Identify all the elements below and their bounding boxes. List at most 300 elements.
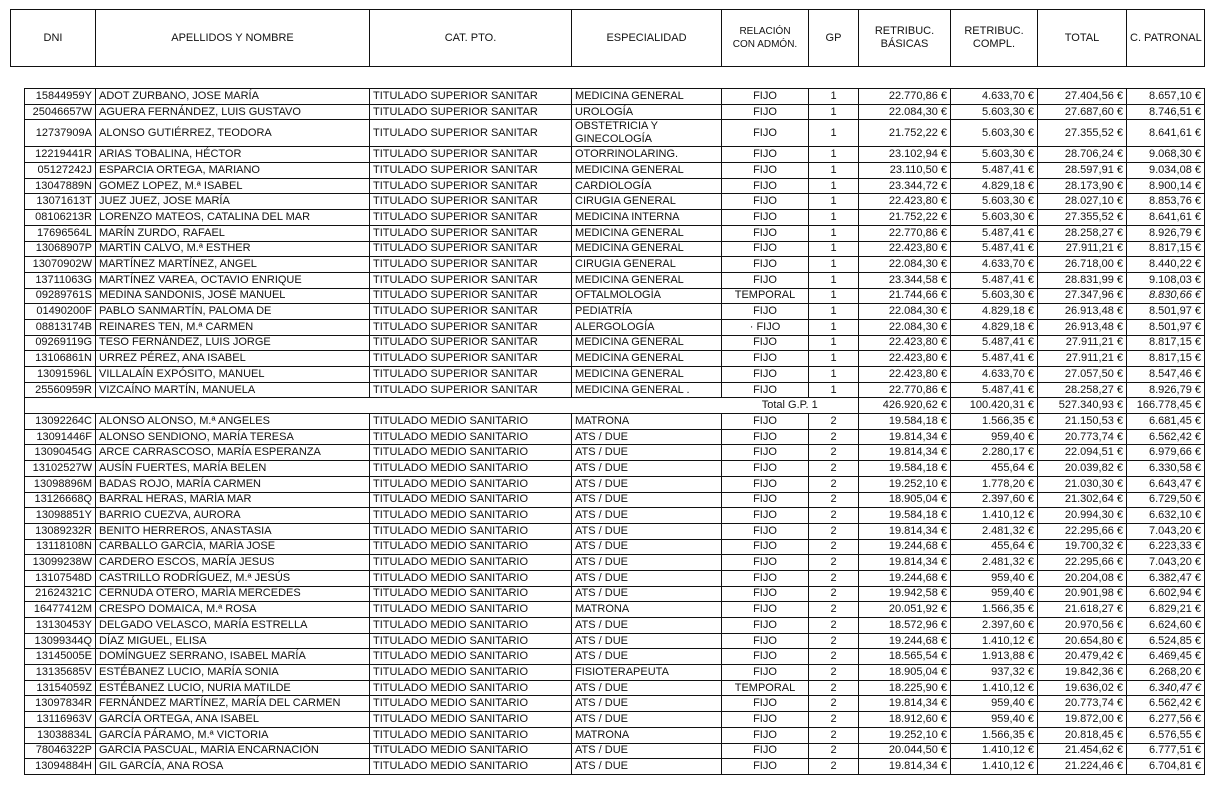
cell-nombre: ESTÉBANEZ LUCIO, MARÍA SONIA xyxy=(96,665,370,681)
cell-compl: 5.603,30 € xyxy=(951,288,1038,304)
table-row xyxy=(25,570,1205,586)
cell-basicas: 21.752,22 € xyxy=(859,210,951,226)
cell-especialidad: PEDIATRÍA xyxy=(572,304,722,320)
cell-gp: 2 xyxy=(809,665,859,681)
cell-basicas: 20.044,50 € xyxy=(859,743,951,759)
cell-nombre: ARIAS TOBALINA, HÉCTOR xyxy=(96,147,370,163)
cell-compl: 4.633,70 € xyxy=(951,257,1038,273)
table-row xyxy=(25,696,1205,712)
cell-dni: 13107548D xyxy=(25,570,96,586)
cell-relacion: FIJO xyxy=(722,351,809,367)
cell-relacion: FIJO xyxy=(722,665,809,681)
cell-relacion: TEMPORAL xyxy=(722,680,809,696)
cell-total: 28.258,27 € xyxy=(1038,382,1127,398)
cell-compl: 959,40 € xyxy=(951,570,1038,586)
cell-basicas: 19.244,68 € xyxy=(859,570,951,586)
cell-cat: TITULADO MEDIO SANITARIO xyxy=(370,523,572,539)
table-row xyxy=(25,225,1205,241)
table-row xyxy=(25,429,1205,445)
cell-nombre: MARÍN ZURDO, RAFAEL xyxy=(96,225,370,241)
cell-gp: 1 xyxy=(809,304,859,320)
cell-patronal: 6.729,50 € xyxy=(1127,492,1205,508)
cell-total: 27.404,56 € xyxy=(1038,89,1127,105)
cell-patronal: 8.501,97 € xyxy=(1127,319,1205,335)
cell-gp: 2 xyxy=(809,445,859,461)
cell-total: 22.295,66 € xyxy=(1038,555,1127,571)
cell-dni: 25560959R xyxy=(25,382,96,398)
cell-relacion: FIJO xyxy=(722,539,809,555)
cell-dni: 17696564L xyxy=(25,225,96,241)
cell-compl: 959,40 € xyxy=(951,712,1038,728)
table-row xyxy=(25,210,1205,226)
cell-total: 21.224,46 € xyxy=(1038,759,1127,775)
cell-basicas: 19.252,10 € xyxy=(859,727,951,743)
cell-basicas: 23.344,72 € xyxy=(859,178,951,194)
cell-relacion: FIJO xyxy=(722,492,809,508)
cell-compl: 5.487,41 € xyxy=(951,272,1038,288)
cell-total: 27.911,21 € xyxy=(1038,351,1127,367)
cell-gp: 2 xyxy=(809,570,859,586)
cell-nombre: JUEZ JUEZ, JOSE MARÍA xyxy=(96,194,370,210)
header-dni: DNI xyxy=(11,10,96,67)
cell-patronal: 6.277,56 € xyxy=(1127,712,1205,728)
cell-basicas: 21.744,66 € xyxy=(859,288,951,304)
cell-relacion: FIJO xyxy=(722,414,809,430)
cell-especialidad: ATS / DUE xyxy=(572,508,722,524)
cell-cat: TITULADO SUPERIOR SANITAR xyxy=(370,89,572,105)
header-especialidad: ESPECIALIDAD xyxy=(572,10,722,67)
cell-dni: 09269119G xyxy=(25,335,96,351)
cell-basicas: 19.244,68 € xyxy=(859,633,951,649)
cell-patronal: 9.034,08 € xyxy=(1127,163,1205,179)
cell-gp: 1 xyxy=(809,382,859,398)
cell-cat: TITULADO SUPERIOR SANITAR xyxy=(370,304,572,320)
table-row xyxy=(25,178,1205,194)
cell-dni: 12219441R xyxy=(25,147,96,163)
cell-nombre: PABLO SANMARTÍN, PALOMA DE xyxy=(96,304,370,320)
cell-basicas: 18.565,54 € xyxy=(859,649,951,665)
cell-compl: 1.410,12 € xyxy=(951,743,1038,759)
cell-especialidad: MEDICINA GENERAL xyxy=(572,163,722,179)
cell-basicas: 19.814,34 € xyxy=(859,759,951,775)
table-row xyxy=(25,759,1205,775)
cell-dni: 05127242J xyxy=(25,163,96,179)
cell-total: 21.150,53 € xyxy=(1038,414,1127,430)
cell-gp: 2 xyxy=(809,414,859,430)
cell-dni: 13091446F xyxy=(25,429,96,445)
cell-total: 20.818,45 € xyxy=(1038,727,1127,743)
cell-dni: 13106861N xyxy=(25,351,96,367)
cell-basicas: 18.905,04 € xyxy=(859,492,951,508)
cell-basicas: 19.814,34 € xyxy=(859,429,951,445)
cell-cat: TITULADO MEDIO SANITARIO xyxy=(370,508,572,524)
table-row xyxy=(25,555,1205,571)
table-row xyxy=(25,272,1205,288)
cell-dni: 13099344Q xyxy=(25,633,96,649)
cell-cat: TITULADO MEDIO SANITARIO xyxy=(370,429,572,445)
cell-basicas: 22.770,86 € xyxy=(859,89,951,105)
cell-compl: 959,40 € xyxy=(951,429,1038,445)
cell-especialidad: MEDICINA INTERNA xyxy=(572,210,722,226)
cell-gp: 2 xyxy=(809,476,859,492)
cell-relacion: FIJO xyxy=(722,712,809,728)
cell-nombre: URREZ PÉREZ, ANA ISABEL xyxy=(96,351,370,367)
cell-especialidad: MATRONA xyxy=(572,602,722,618)
header-patronal: C. PATRONAL xyxy=(1127,10,1205,67)
cell-nombre: DOMÍNGUEZ SERRANO, ISABEL MARÍA xyxy=(96,649,370,665)
cell-total: 20.901,98 € xyxy=(1038,586,1127,602)
cell-dni: 13038834L xyxy=(25,727,96,743)
cell-relacion: FIJO xyxy=(722,570,809,586)
cell-gp: 2 xyxy=(809,523,859,539)
total-row-gp1 xyxy=(25,398,1205,414)
cell-especialidad: OFTALMOLOGÍA xyxy=(572,288,722,304)
cell-relacion: FIJO xyxy=(722,89,809,105)
header-compl: RETRIBUC. COMPL. xyxy=(951,10,1038,67)
cell-gp: 1 xyxy=(809,163,859,179)
table-row xyxy=(25,586,1205,602)
cell-nombre: ALONSO GUTIÉRREZ, TEODORA xyxy=(96,120,370,147)
cell-compl: 959,40 € xyxy=(951,586,1038,602)
total-label: Total G.P. 1 xyxy=(722,398,859,414)
cell-patronal: 6.576,55 € xyxy=(1127,727,1205,743)
table-row xyxy=(25,319,1205,335)
cell-gp: 2 xyxy=(809,759,859,775)
cell-basicas: 18.225,90 € xyxy=(859,680,951,696)
cell-cat: TITULADO MEDIO SANITARIO xyxy=(370,586,572,602)
cell-compl: 5.487,41 € xyxy=(951,163,1038,179)
cell-patronal: 7.043,20 € xyxy=(1127,523,1205,539)
cell-nombre: MEDINA SANDONIS, JOSÉ MANUEL xyxy=(96,288,370,304)
cell-basicas: 19.584,18 € xyxy=(859,508,951,524)
cell-nombre: CARDERO ESCOS, MARÍA JESUS xyxy=(96,555,370,571)
cell-dni: 25046657W xyxy=(25,104,96,120)
cell-total: 22.094,51 € xyxy=(1038,445,1127,461)
cell-nombre: VILLALAÍN EXPÓSITO, MANUEL xyxy=(96,367,370,383)
cell-dni: 12737909A xyxy=(25,120,96,147)
cell-compl: 4.829,18 € xyxy=(951,304,1038,320)
table-row xyxy=(25,120,1205,147)
header-basicas: RETRIBUC. BÁSICAS xyxy=(859,10,951,67)
cell-nombre: ADOT ZURBANO, JOSE MARÍA xyxy=(96,89,370,105)
cell-relacion: FIJO xyxy=(722,257,809,273)
cell-relacion: FIJO xyxy=(722,602,809,618)
cell-cat: TITULADO MEDIO SANITARIO xyxy=(370,445,572,461)
cell-nombre: ESPARCIA ORTEGA, MARIANO xyxy=(96,163,370,179)
cell-basicas: 19.584,18 € xyxy=(859,461,951,477)
cell-especialidad: ATS / DUE xyxy=(572,618,722,634)
cell-compl: 4.829,18 € xyxy=(951,319,1038,335)
table-row xyxy=(25,602,1205,618)
cell-basicas: 19.244,68 € xyxy=(859,539,951,555)
cell-relacion: FIJO xyxy=(722,367,809,383)
cell-cat: TITULADO SUPERIOR SANITAR xyxy=(370,225,572,241)
cell-relacion: FIJO xyxy=(722,241,809,257)
cell-patronal: 6.704,81 € xyxy=(1127,759,1205,775)
table-row xyxy=(25,665,1205,681)
cell-basicas: 22.423,80 € xyxy=(859,351,951,367)
cell-nombre: ALONSO ALONSO, M.ª ANGELES xyxy=(96,414,370,430)
cell-compl: 1.566,35 € xyxy=(951,727,1038,743)
cell-gp: 1 xyxy=(809,89,859,105)
table-row xyxy=(25,89,1205,105)
cell-patronal: 8.547,46 € xyxy=(1127,367,1205,383)
cell-total: 21.454,62 € xyxy=(1038,743,1127,759)
cell-total: 21.302,64 € xyxy=(1038,492,1127,508)
cell-dni: 09289761S xyxy=(25,288,96,304)
cell-relacion: FIJO xyxy=(722,743,809,759)
cell-basicas: 22.084,30 € xyxy=(859,104,951,120)
cell-gp: 1 xyxy=(809,104,859,120)
cell-dni: 15844959Y xyxy=(25,89,96,105)
cell-patronal: 9.068,30 € xyxy=(1127,147,1205,163)
cell-total: 28.831,99 € xyxy=(1038,272,1127,288)
cell-especialidad: MEDICINA GENERAL xyxy=(572,272,722,288)
cell-relacion: FIJO xyxy=(722,272,809,288)
cell-cat: TITULADO MEDIO SANITARIO xyxy=(370,618,572,634)
cell-especialidad: ATS / DUE xyxy=(572,649,722,665)
cell-cat: TITULADO SUPERIOR SANITAR xyxy=(370,104,572,120)
cell-basicas: 22.423,80 € xyxy=(859,367,951,383)
cell-cat: TITULADO SUPERIOR SANITAR xyxy=(370,288,572,304)
cell-compl: 1.566,35 € xyxy=(951,414,1038,430)
cell-total: 27.347,96 € xyxy=(1038,288,1127,304)
cell-patronal: 8.501,97 € xyxy=(1127,304,1205,320)
total-basicas: 426.920,62 € xyxy=(859,398,951,414)
cell-basicas: 22.084,30 € xyxy=(859,304,951,320)
cell-cat: TITULADO MEDIO SANITARIO xyxy=(370,492,572,508)
cell-total: 19.872,00 € xyxy=(1038,712,1127,728)
cell-nombre: CRESPO DOMAICA, M.ª ROSA xyxy=(96,602,370,618)
cell-nombre: ARCE CARRASCOSO, MARÍA ESPERANZA xyxy=(96,445,370,461)
cell-basicas: 23.110,50 € xyxy=(859,163,951,179)
cell-patronal: 8.926,79 € xyxy=(1127,225,1205,241)
table-row xyxy=(25,104,1205,120)
cell-relacion: TEMPORAL xyxy=(722,288,809,304)
cell-nombre: ALONSO SENDIONO, MARÍA TERESA xyxy=(96,429,370,445)
cell-patronal: 6.681,45 € xyxy=(1127,414,1205,430)
cell-patronal: 8.853,76 € xyxy=(1127,194,1205,210)
cell-relacion: FIJO xyxy=(722,304,809,320)
cell-total: 21.030,30 € xyxy=(1038,476,1127,492)
cell-especialidad: MATRONA xyxy=(572,414,722,430)
cell-dni: 13154059Z xyxy=(25,680,96,696)
cell-dni: 21624321C xyxy=(25,586,96,602)
cell-especialidad: FISIOTERAPEUTA xyxy=(572,665,722,681)
cell-total: 28.258,27 € xyxy=(1038,225,1127,241)
cell-relacion: FIJO xyxy=(722,649,809,665)
cell-especialidad: MEDICINA GENERAL xyxy=(572,335,722,351)
header-gp: GP xyxy=(809,10,859,67)
table-row xyxy=(25,476,1205,492)
cell-especialidad: ATS / DUE xyxy=(572,680,722,696)
cell-basicas: 19.942,58 € xyxy=(859,586,951,602)
cell-relacion: FIJO xyxy=(722,194,809,210)
table-row xyxy=(25,194,1205,210)
header-relacion: RELACIÓN CON ADMÓN. xyxy=(722,10,809,67)
cell-patronal: 6.562,42 € xyxy=(1127,429,1205,445)
cell-nombre: BARRIO CUEZVA, AURORA xyxy=(96,508,370,524)
cell-especialidad: ATS / DUE xyxy=(572,712,722,728)
cell-dni: 13094884H xyxy=(25,759,96,775)
cell-especialidad: UROLOGÍA xyxy=(572,104,722,120)
cell-gp: 2 xyxy=(809,429,859,445)
cell-cat: TITULADO MEDIO SANITARIO xyxy=(370,665,572,681)
cell-nombre: FERNÁNDEZ MARTÍNEZ, MARÍA DEL CARMEN xyxy=(96,696,370,712)
cell-relacion: FIJO xyxy=(722,445,809,461)
cell-total: 28.173,90 € xyxy=(1038,178,1127,194)
cell-cat: TITULADO MEDIO SANITARIO xyxy=(370,461,572,477)
cell-dni: 13102527W xyxy=(25,461,96,477)
cell-cat: TITULADO MEDIO SANITARIO xyxy=(370,759,572,775)
cell-gp: 1 xyxy=(809,241,859,257)
cell-especialidad: ATS / DUE xyxy=(572,476,722,492)
cell-especialidad: MATRONA xyxy=(572,727,722,743)
cell-especialidad: ATS / DUE xyxy=(572,461,722,477)
cell-especialidad: MEDICINA GENERAL . xyxy=(572,382,722,398)
cell-gp: 2 xyxy=(809,727,859,743)
cell-patronal: 6.777,51 € xyxy=(1127,743,1205,759)
cell-basicas: 18.912,60 € xyxy=(859,712,951,728)
table-row xyxy=(25,382,1205,398)
cell-compl: 5.487,41 € xyxy=(951,335,1038,351)
cell-nombre: REINARES TEN, M.ª CARMEN xyxy=(96,319,370,335)
table-row xyxy=(25,147,1205,163)
cell-patronal: 7.043,20 € xyxy=(1127,555,1205,571)
cell-relacion: FIJO xyxy=(722,210,809,226)
cell-total: 20.994,30 € xyxy=(1038,508,1127,524)
cell-relacion: FIJO xyxy=(722,461,809,477)
cell-gp: 2 xyxy=(809,602,859,618)
cell-patronal: 9.108,03 € xyxy=(1127,272,1205,288)
cell-basicas: 22.423,80 € xyxy=(859,241,951,257)
cell-compl: 5.487,41 € xyxy=(951,351,1038,367)
cell-cat: TITULADO MEDIO SANITARIO xyxy=(370,743,572,759)
cell-compl: 1.410,12 € xyxy=(951,508,1038,524)
cell-relacion: FIJO xyxy=(722,335,809,351)
cell-dni: 13091596L xyxy=(25,367,96,383)
cell-total: 28.597,91 € xyxy=(1038,163,1127,179)
cell-especialidad: ATS / DUE xyxy=(572,633,722,649)
cell-patronal: 8.440,22 € xyxy=(1127,257,1205,273)
cell-dni: 13130453Y xyxy=(25,618,96,634)
cell-basicas: 22.770,86 € xyxy=(859,225,951,241)
table-row xyxy=(25,241,1205,257)
cell-gp: 2 xyxy=(809,743,859,759)
cell-basicas: 19.584,18 € xyxy=(859,414,951,430)
cell-dni: 13089232R xyxy=(25,523,96,539)
cell-cat: TITULADO SUPERIOR SANITAR xyxy=(370,319,572,335)
total-spacer xyxy=(25,398,722,414)
cell-patronal: 8.641,61 € xyxy=(1127,120,1205,147)
table-row xyxy=(25,523,1205,539)
cell-cat: TITULADO SUPERIOR SANITAR xyxy=(370,241,572,257)
cell-compl: 5.603,30 € xyxy=(951,210,1038,226)
cell-total: 20.773,74 € xyxy=(1038,429,1127,445)
cell-especialidad: CIRUGIA GENERAL xyxy=(572,194,722,210)
cell-total: 28.027,10 € xyxy=(1038,194,1127,210)
cell-especialidad: ATS / DUE xyxy=(572,759,722,775)
table-row xyxy=(25,288,1205,304)
cell-basicas: 23.344,58 € xyxy=(859,272,951,288)
cell-cat: TITULADO SUPERIOR SANITAR xyxy=(370,147,572,163)
cell-nombre: BENITO HERREROS, ANASTASIA xyxy=(96,523,370,539)
cell-cat: TITULADO SUPERIOR SANITAR xyxy=(370,120,572,147)
cell-patronal: 8.657,10 € xyxy=(1127,89,1205,105)
cell-patronal: 6.624,60 € xyxy=(1127,618,1205,634)
cell-patronal: 8.641,61 € xyxy=(1127,210,1205,226)
cell-compl: 5.603,30 € xyxy=(951,194,1038,210)
cell-basicas: 21.752,22 € xyxy=(859,120,951,147)
cell-basicas: 22.084,30 € xyxy=(859,319,951,335)
cell-patronal: 8.830,66 € xyxy=(1127,288,1205,304)
cell-especialidad: ATS / DUE xyxy=(572,555,722,571)
cell-cat: TITULADO SUPERIOR SANITAR xyxy=(370,178,572,194)
cell-cat: TITULADO SUPERIOR SANITAR xyxy=(370,335,572,351)
cell-cat: TITULADO MEDIO SANITARIO xyxy=(370,680,572,696)
cell-dni: 13047889N xyxy=(25,178,96,194)
cell-total: 20.654,80 € xyxy=(1038,633,1127,649)
data-table xyxy=(24,88,1205,775)
cell-compl: 2.397,60 € xyxy=(951,492,1038,508)
cell-basicas: 23.102,94 € xyxy=(859,147,951,163)
cell-basicas: 22.423,80 € xyxy=(859,194,951,210)
cell-patronal: 6.268,20 € xyxy=(1127,665,1205,681)
cell-relacion: FIJO xyxy=(722,508,809,524)
cell-gp: 1 xyxy=(809,272,859,288)
cell-dni: 78046322P xyxy=(25,743,96,759)
cell-total: 27.911,21 € xyxy=(1038,335,1127,351)
cell-gp: 2 xyxy=(809,696,859,712)
cell-relacion: FIJO xyxy=(722,727,809,743)
cell-dni: 13098851Y xyxy=(25,508,96,524)
cell-gp: 2 xyxy=(809,712,859,728)
cell-compl: 5.603,30 € xyxy=(951,104,1038,120)
cell-compl: 1.913,88 € xyxy=(951,649,1038,665)
cell-especialidad: ATS / DUE xyxy=(572,492,722,508)
cell-compl: 1.778,20 € xyxy=(951,476,1038,492)
cell-total: 19.700,32 € xyxy=(1038,539,1127,555)
cell-relacion: FIJO xyxy=(722,120,809,147)
cell-cat: TITULADO MEDIO SANITARIO xyxy=(370,633,572,649)
cell-gp: 1 xyxy=(809,351,859,367)
cell-total: 22.295,66 € xyxy=(1038,523,1127,539)
table-row xyxy=(25,335,1205,351)
cell-cat: TITULADO MEDIO SANITARIO xyxy=(370,414,572,430)
cell-total: 26.913,48 € xyxy=(1038,304,1127,320)
cell-gp: 2 xyxy=(809,649,859,665)
cell-basicas: 19.814,34 € xyxy=(859,445,951,461)
cell-nombre: MARTÍNEZ MARTÍNEZ, ANGEL xyxy=(96,257,370,273)
cell-total: 26.718,00 € xyxy=(1038,257,1127,273)
table-row xyxy=(25,257,1205,273)
cell-patronal: 8.746,51 € xyxy=(1127,104,1205,120)
cell-total: 27.687,60 € xyxy=(1038,104,1127,120)
cell-basicas: 18.905,04 € xyxy=(859,665,951,681)
table-row xyxy=(25,539,1205,555)
cell-nombre: LORENZO MATEOS, CATALINA DEL MAR xyxy=(96,210,370,226)
cell-relacion: FIJO xyxy=(722,618,809,634)
cell-gp: 1 xyxy=(809,257,859,273)
table-row-total xyxy=(25,398,1205,414)
cell-cat: TITULADO MEDIO SANITARIO xyxy=(370,727,572,743)
cell-relacion: FIJO xyxy=(722,178,809,194)
cell-nombre: CASTRILLO RODRÍGUEZ, M.ª JESÚS xyxy=(96,570,370,586)
cell-patronal: 6.979,66 € xyxy=(1127,445,1205,461)
cell-total: 27.355,52 € xyxy=(1038,210,1127,226)
cell-patronal: 6.562,42 € xyxy=(1127,696,1205,712)
cell-gp: 1 xyxy=(809,147,859,163)
